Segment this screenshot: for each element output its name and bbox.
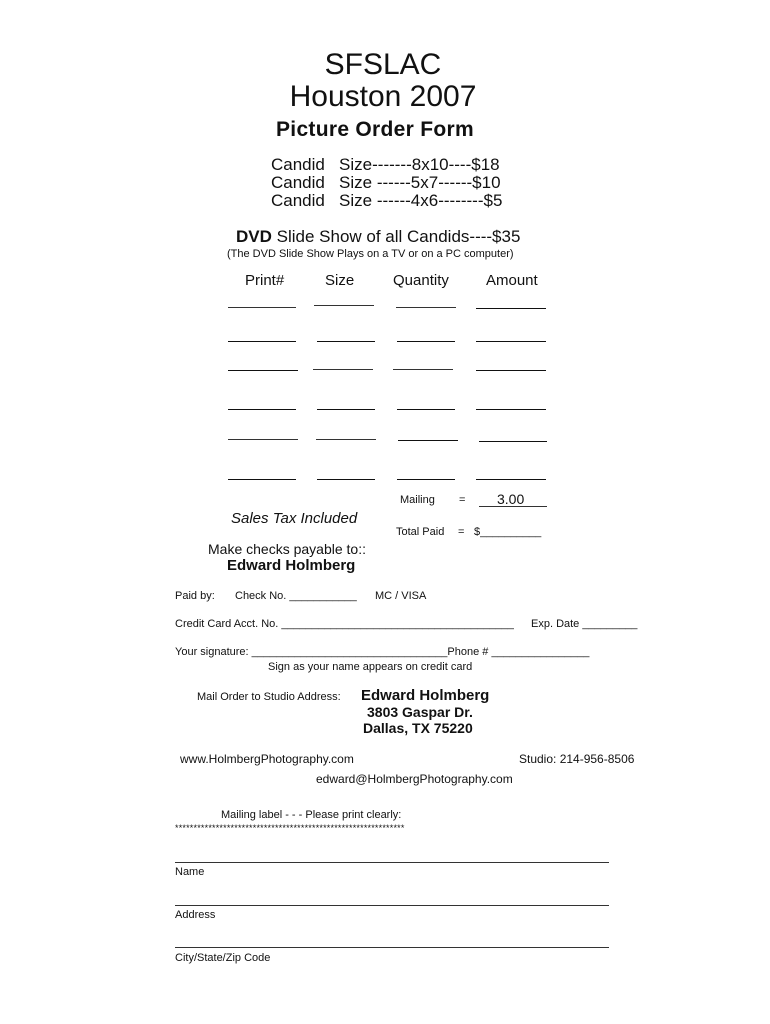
card-type-label: MC / VISA <box>375 590 427 602</box>
email-link[interactable]: edward@HolmbergPhotography.com <box>316 772 513 786</box>
check-number-field[interactable]: Check No. ___________ <box>235 590 357 602</box>
mailing-label: Mailing <box>400 494 435 506</box>
col-amount: Amount <box>486 272 538 289</box>
mail-order-street: 3803 Gaspar Dr. <box>367 704 473 720</box>
mailing-value: 3.00 <box>497 491 525 507</box>
sales-tax-note: Sales Tax Included <box>231 510 358 527</box>
mail-order-city: Dallas, TX 75220 <box>363 720 473 736</box>
mail-order-label: Mail Order to Studio Address: <box>197 691 341 703</box>
amount-field[interactable] <box>476 308 546 309</box>
price-5x7 <box>271 174 501 192</box>
dvd-bold: DVD <box>236 227 272 246</box>
print-field[interactable] <box>228 341 296 342</box>
quantity-field[interactable] <box>398 440 458 441</box>
total-eq: = <box>458 526 465 538</box>
title-line-1: SFSLAC <box>324 48 442 81</box>
print-field[interactable] <box>228 439 298 440</box>
studio-phone: Studio: 214-956-8506 <box>519 752 635 766</box>
title-line-2: Houston 2007 <box>289 80 477 113</box>
print-field[interactable] <box>228 307 296 308</box>
total-field[interactable]: $__________ <box>474 526 542 538</box>
amount-field[interactable] <box>476 341 546 342</box>
quantity-field[interactable] <box>393 369 453 370</box>
dvd-offer <box>236 227 520 247</box>
mailing-field <box>479 506 547 507</box>
website-link[interactable]: www.HolmbergPhotography.com <box>180 752 354 766</box>
payable-label: Make checks payable to:: <box>208 541 366 557</box>
city-state-zip-label: City/State/Zip Code <box>175 952 271 964</box>
price-text: Size-------8x10----$18 <box>339 155 500 174</box>
col-quantity: Quantity <box>393 272 449 289</box>
amount-field[interactable] <box>479 441 547 442</box>
price-text: Size ------4x6--------$5 <box>339 191 503 210</box>
card-account-field[interactable]: Credit Card Acct. No. ______________________________________ <box>175 618 514 630</box>
price-label: Candid <box>271 191 325 210</box>
size-field[interactable] <box>317 341 375 342</box>
page-title: Picture Order Form <box>276 118 474 141</box>
price-8x10 <box>271 156 500 174</box>
sign-note: Sign as your name appears on credit card <box>268 661 473 673</box>
amount-field[interactable] <box>476 370 546 371</box>
total-label: Total Paid <box>396 526 445 538</box>
quantity-field[interactable] <box>396 307 456 308</box>
quantity-field[interactable] <box>397 479 455 480</box>
dvd-note: (The DVD Slide Show Plays on a TV or on a PC computer) <box>227 248 514 260</box>
signature-phone-field[interactable]: Your signature: ________________________________Phone # ________________ <box>175 646 590 658</box>
payable-name: Edward Holmberg <box>227 557 356 574</box>
mailing-label-instruction: Mailing label - - - Please print clearly: <box>221 809 402 821</box>
dvd-text: Slide Show of all Candids----$35 <box>271 227 521 246</box>
paid-by-label: Paid by: <box>175 590 215 602</box>
size-field[interactable] <box>317 479 375 480</box>
size-field[interactable] <box>317 409 375 410</box>
name-field[interactable] <box>175 862 609 863</box>
price-text: Size ------5x7------$10 <box>339 173 501 192</box>
print-field[interactable] <box>228 409 296 410</box>
size-field[interactable] <box>316 439 376 440</box>
col-size: Size <box>325 272 355 289</box>
star-divider: ************************************************************** <box>175 823 405 833</box>
city-state-zip-field[interactable] <box>175 947 609 948</box>
col-print: Print# <box>245 272 285 289</box>
address-field[interactable] <box>175 905 609 906</box>
mail-order-name: Edward Holmberg <box>361 687 490 704</box>
name-label: Name <box>175 866 205 878</box>
quantity-field[interactable] <box>397 409 455 410</box>
exp-date-field[interactable]: Exp. Date _________ <box>531 618 638 630</box>
price-label: Candid <box>271 155 325 174</box>
quantity-field[interactable] <box>397 341 455 342</box>
price-4x6 <box>271 192 502 210</box>
amount-field[interactable] <box>476 479 546 480</box>
size-field[interactable] <box>314 305 374 306</box>
mailing-eq: = <box>459 494 466 506</box>
print-field[interactable] <box>228 370 298 371</box>
price-label: Candid <box>271 173 325 192</box>
print-field[interactable] <box>228 479 296 480</box>
size-field[interactable] <box>313 369 373 370</box>
amount-field[interactable] <box>476 409 546 410</box>
address-label: Address <box>175 909 216 921</box>
